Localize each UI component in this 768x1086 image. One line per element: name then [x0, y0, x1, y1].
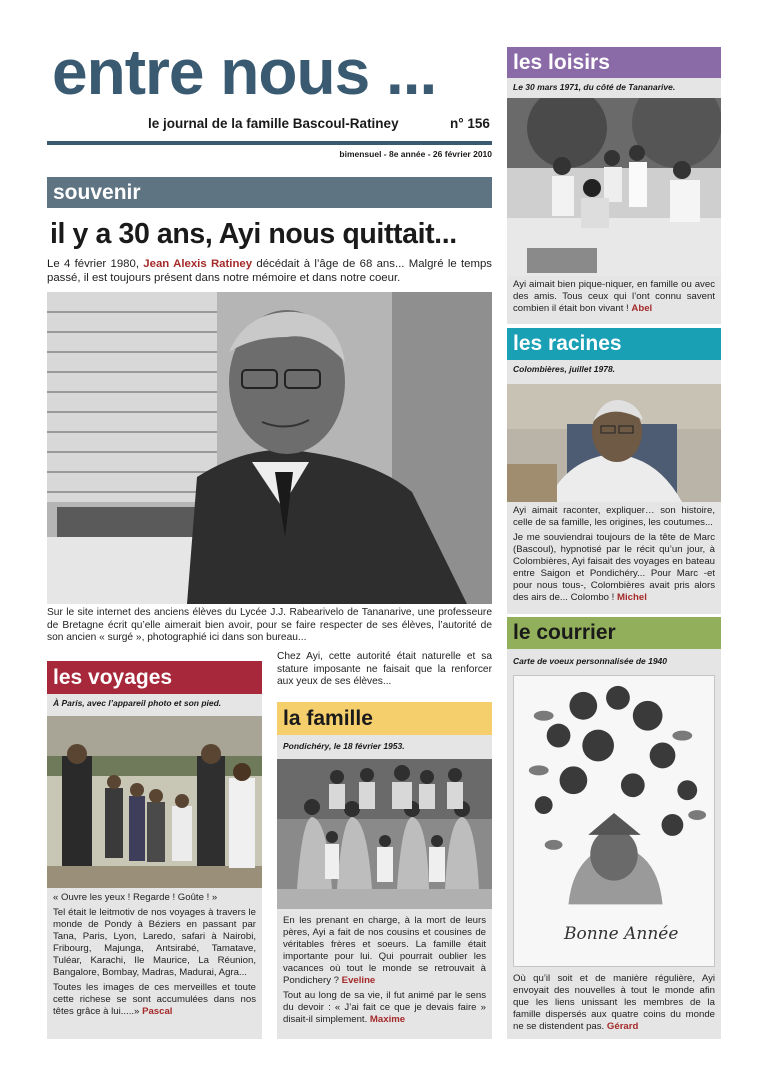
voyages-caption: À Paris, avec l’appareil photo et son pied. — [53, 698, 222, 708]
picnic-photo — [507, 98, 721, 276]
voyages-signature: Pascal — [142, 1006, 173, 1017]
famille-paragraph-1-text: En les prenant en charge, à la mort de leurs pères, Ayi a fait de nos cousins et cousines de véritables frères et soeurs. La famille était importante pour lui. Qui pourrait oublier les vacances où tout le monde se retrouvait à Pondichery ? — [283, 915, 486, 986]
section-title-voyages: les voyages — [53, 666, 173, 689]
voyages-paragraph-1: Tel était le leitmotiv de nos voyages à travers le monde de Pondy à Béziers en passant par Tana, Paris, Lyon, Laredo, safari à Nairobi, Fribourg, Majunga, Antsirabé, Tamatave, Tuléar, Karachi, Ile Maurice, La Réunion, Bangalore, Bombay, Madras, Madurai, Agra... — [53, 907, 256, 978]
portrait-photo — [47, 292, 492, 604]
card-greeting: Bonne Année — [564, 924, 679, 944]
section-bar-voyages — [47, 661, 262, 694]
masthead-title: entre nous ... — [52, 36, 437, 108]
loisirs-caption: Le 30 mars 1971, du côté de Tananarive. — [513, 82, 676, 92]
souvenir-intro — [47, 258, 492, 286]
racines-signature: Michel — [617, 592, 647, 603]
racines-paragraph-2 — [513, 532, 715, 604]
section-bar-loisirs — [507, 47, 721, 78]
famille-box — [277, 735, 492, 1039]
voyages-text — [47, 888, 262, 1018]
famille-paragraph-1 — [283, 915, 486, 987]
loisirs-paragraph: Ayi aimait bien pique-niquer, en famille ou avec des amis. Tous ceux qui l’ont connu savent combien il était bon vivant ! — [513, 279, 715, 314]
voyages-paragraph-2-text: Toutes les images de ces merveilles et toute cette richese se sont accumulées dans nos têtes grâce à lui.....» — [53, 982, 256, 1017]
famille-signature-1: Eveline — [341, 975, 376, 986]
loisirs-signature: Abel — [631, 303, 653, 314]
famille-caption: Pondichéry, le 18 février 1953. — [283, 741, 405, 751]
famille-paragraph-2-text: Tout au long de sa vie, il fut animé par le sens du devoir : « J’ai fait ce que je devais faire » disait-il simplement. — [283, 990, 486, 1025]
famille-paragraph-2 — [283, 990, 486, 1026]
racines-paragraph-1: Ayi aimait raconter, expliquer… son histoire, celle de sa famille, les origines, les coutumes... — [513, 505, 715, 528]
courrier-paragraph: Où qu’il soit et de manière régulière, Ayi envoyait des nouvelles à tout le monde afin que les liens unissant les membres de la famille dispersés aux quatre coins du monde ne se distendent pas. — [513, 973, 715, 1032]
section-title-souvenir: souvenir — [53, 181, 141, 204]
racines-box — [507, 360, 721, 614]
subtitle-text: le journal de la famille Bascoul-Ratiney — [148, 116, 399, 131]
section-bar-souvenir — [47, 177, 492, 208]
intro-before: Le 4 février 1980, — [47, 258, 139, 270]
famille-text — [277, 909, 492, 1026]
section-title-loisirs: les loisirs — [513, 51, 610, 74]
storyteller-photo — [507, 384, 721, 502]
paris-photo — [47, 716, 262, 888]
voyages-box — [47, 694, 262, 1039]
souvenir-para-1: Sur le site internet des anciens élèves du Lycée J.J. Rabearivelo de Tananarive, une professeure de Bretagne écrit qu’elle aimerait bien avoir, pour se faire respecter de ses élèves, l’autorité de son ancien « surgé », photographié ici dans son bureau... — [47, 607, 492, 644]
family-photo — [277, 759, 492, 909]
greeting-card — [513, 675, 715, 967]
section-title-famille: la famille — [283, 707, 373, 730]
person-name: Jean Alexis Ratiney — [143, 258, 253, 270]
racines-paragraph-2-text: Je me souviendrai toujours de la tête de Marc (Bascoul), hypnotisé par le récit qu’un jour, à Colombières, Ayi faisait des voyages en bateau entre Saigon et Pondichéry... Pour Marc -et pour nous tous-, Colombières avait pris alors des airs de... Colombo ! — [513, 532, 715, 603]
section-bar-racines — [507, 328, 721, 360]
masthead-rule — [47, 141, 492, 145]
date-line: bimensuel - 8e année - 26 février 2010 — [339, 149, 492, 159]
section-bar-famille — [277, 702, 492, 735]
courrier-box — [507, 649, 721, 1039]
souvenir-para-2: Chez Ayi, cette autorité était naturelle et sa stature imposante ne faisait que la renforcer aux yeux de ses élèves... — [277, 651, 492, 688]
issue-number: n° 156 — [450, 116, 490, 131]
intro-after: décédait à l’âge de 68 ans... Malgré le temps passé, il est toujours présent dans notre mémoire et dans notre coeur. — [47, 258, 492, 284]
voyages-quote: « Ouvre les yeux ! Regarde ! Goûte ! » — [53, 892, 218, 903]
headline: il y a 30 ans, Ayi nous quittait... — [50, 218, 457, 250]
courrier-text — [507, 967, 721, 1033]
masthead-subtitle — [148, 116, 498, 131]
courrier-caption: Carte de voeux personnalisée de 1940 — [513, 656, 668, 666]
loisirs-box — [507, 78, 721, 324]
loisirs-text — [507, 276, 721, 315]
section-bar-courrier — [507, 617, 721, 649]
section-title-courrier: le courrier — [513, 621, 616, 644]
courrier-signature: Gérard — [606, 1021, 639, 1032]
racines-text — [507, 502, 721, 604]
famille-signature-2: Maxime — [369, 1014, 406, 1025]
racines-caption: Colombières, juillet 1978. — [513, 364, 616, 374]
voyages-paragraph-2 — [53, 982, 256, 1018]
section-title-racines: les racines — [513, 332, 622, 355]
